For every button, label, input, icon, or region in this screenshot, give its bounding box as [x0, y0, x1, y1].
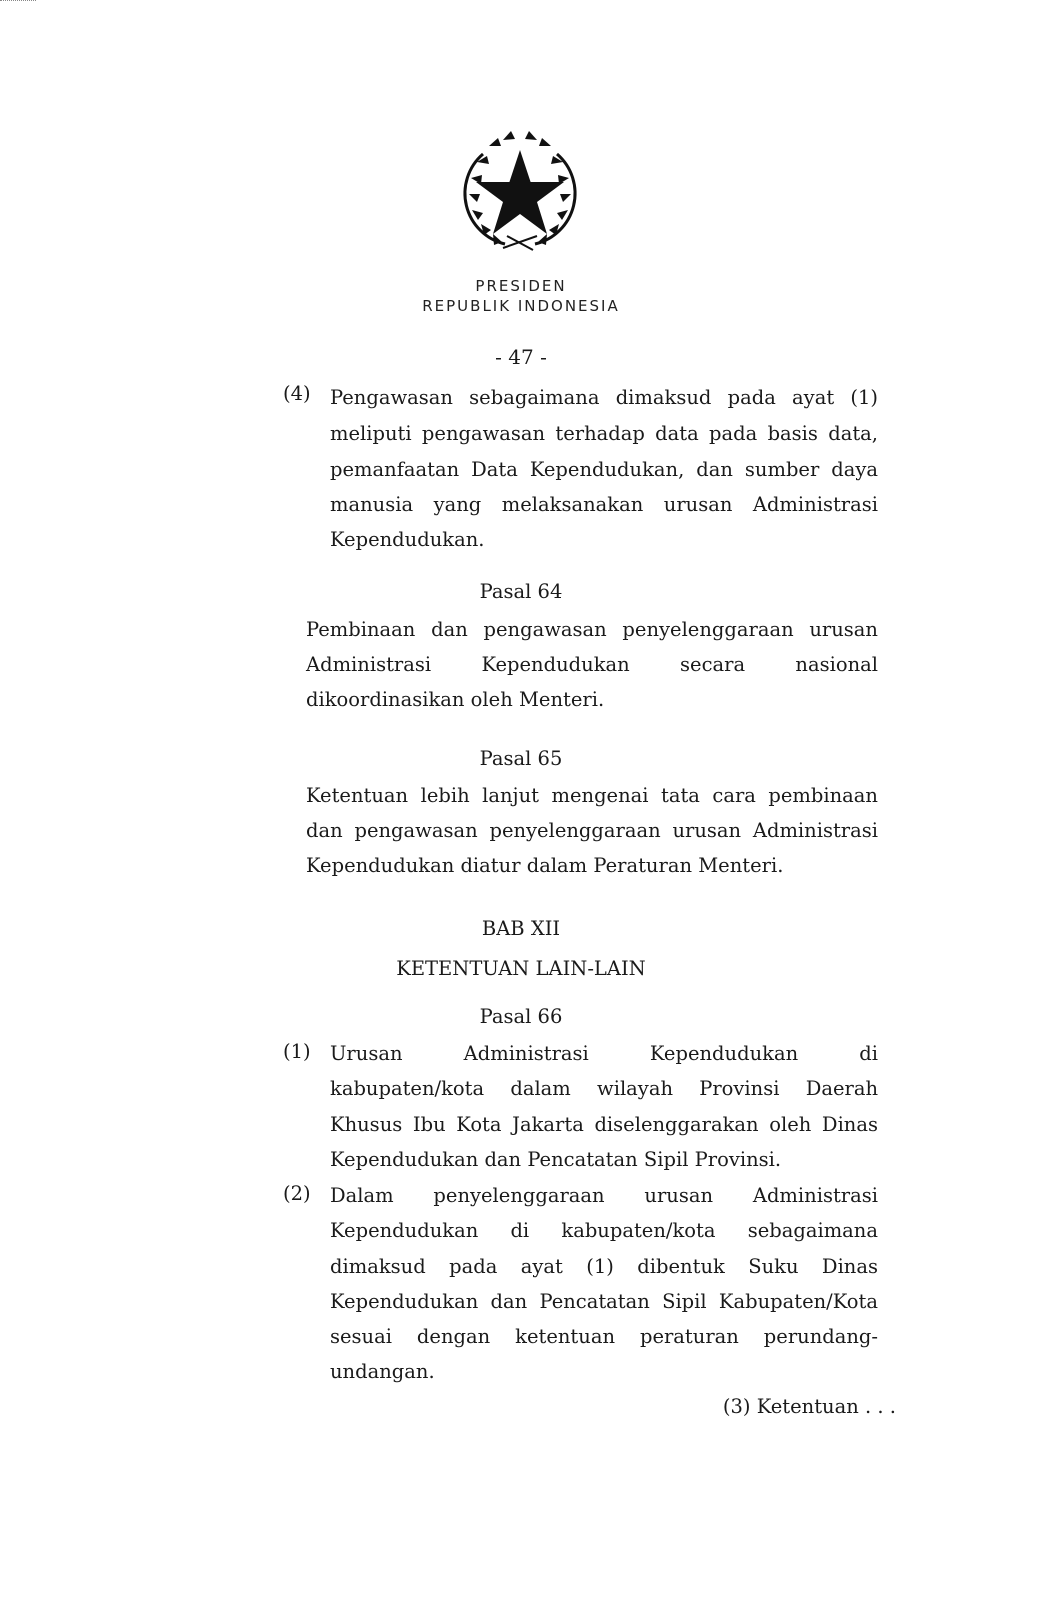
pasal-66-ayat-2-line: dimaksud pada ayat (1) dibentuk Suku Dinas: [330, 1255, 878, 1278]
pasal-65-line: dan pengawasan penyelenggaraan urusan Administrasi: [306, 819, 878, 842]
header-republik-indonesia: REPUBLIK INDONESIA: [422, 297, 620, 315]
pasal-66-ayat-2-line: Kependudukan dan Pencatatan Sipil Kabupaten/Kota: [330, 1290, 878, 1313]
pasal-66-ayat-2-line: Kependudukan di kabupaten/kota sebagaimana: [330, 1219, 878, 1242]
pasal-66-ayat-2-line: sesuai dengan ketentuan peraturan perundang-: [330, 1325, 878, 1348]
pasal-66-title: Pasal 66: [479, 1005, 563, 1028]
bab-subtitle: KETENTUAN LAIN-LAIN: [396, 957, 646, 980]
bab-title: BAB XII: [481, 917, 561, 940]
ayat-4-number: (4): [283, 382, 311, 405]
ayat-4-line: Pengawasan sebagaimana dimaksud pada ayat (1): [330, 386, 878, 409]
pasal-66-ayat-1-line: kabupaten/kota dalam wilayah Provinsi Daerah: [330, 1077, 878, 1100]
pasal-66-ayat-1-line: Kependudukan dan Pencatatan Sipil Provinsi.: [330, 1148, 782, 1171]
page-number: - 47 -: [495, 345, 547, 369]
pasal-64-title: Pasal 64: [479, 580, 563, 603]
pasal-65-line: Ketentuan lebih lanjut mengenai tata cara pembinaan: [306, 784, 878, 807]
ayat-4-line: meliputi pengawasan terhadap data pada basis data,: [330, 422, 878, 445]
scan-corner-mark: [0, 0, 36, 3]
header-presiden: PRESIDEN: [475, 277, 567, 295]
pasal-64-line: Administrasi Kependudukan secara nasional: [306, 653, 878, 676]
pasal-66-ayat-2-line: undangan.: [330, 1360, 435, 1383]
pasal-64-line: Pembinaan dan pengawasan penyelenggaraan urusan: [306, 618, 878, 641]
pasal-66-ayat-1-line: Khusus Ibu Kota Jakarta diselenggarakan oleh Dinas: [330, 1113, 878, 1136]
ayat-4-line: manusia yang melaksanakan urusan Administrasi: [330, 493, 878, 516]
pasal-66-ayat-1-line: Urusan Administrasi Kependudukan di: [330, 1042, 878, 1065]
pasal-65-line: Kependudukan diatur dalam Peraturan Menteri.: [306, 854, 784, 877]
pasal-66-ayat-2-number: (2): [283, 1182, 311, 1205]
pasal-66-ayat-2-line: Dalam penyelenggaraan urusan Administrasi: [330, 1184, 878, 1207]
pasal-65-title: Pasal 65: [479, 747, 563, 770]
pasal-66-ayat-1-number: (1): [283, 1040, 311, 1063]
garuda-star-wreath-emblem-icon: [455, 126, 585, 256]
continuation-note: (3) Ketentuan . . .: [722, 1395, 896, 1418]
pasal-64-line: dikoordinasikan oleh Menteri.: [306, 688, 605, 711]
ayat-4-line: pemanfaatan Data Kependudukan, dan sumber daya: [330, 458, 878, 481]
ayat-4-line: Kependudukan.: [330, 528, 485, 551]
